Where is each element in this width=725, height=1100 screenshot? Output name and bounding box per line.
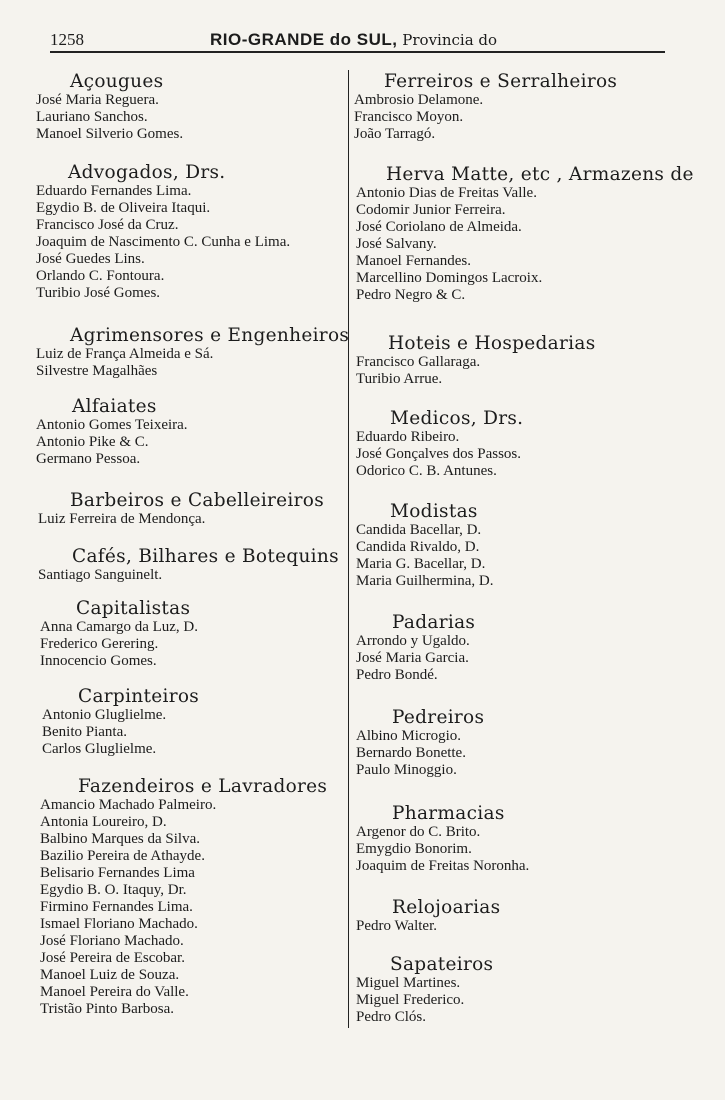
directory-entry: Francisco Moyon.	[354, 109, 464, 125]
directory-entry: Benito Pianta.	[42, 724, 127, 740]
directory-entry: Egydio B. O. Itaquy, Dr.	[40, 882, 187, 898]
directory-entry: Manoel Pereira do Valle.	[40, 984, 189, 1000]
directory-entry: Maria G. Bacellar, D.	[356, 556, 486, 572]
section-heading: Barbeiros e Cabelleireiros	[70, 490, 325, 511]
directory-entry: Pedro Walter.	[356, 918, 437, 934]
directory-entry: Orlando C. Fontoura.	[36, 268, 165, 284]
directory-entry: Ambrosio Delamone.	[354, 92, 484, 108]
directory-entry: Pedro Negro & C.	[356, 287, 466, 303]
directory-entry: José Pereira de Escobar.	[40, 950, 185, 966]
directory-entry: José Guedes Lins.	[36, 251, 145, 267]
province-title: RIO-GRANDE do SUL,	[210, 30, 398, 49]
directory-entry: Marcellino Domingos Lacroix.	[356, 270, 543, 286]
directory-section	[356, 502, 493, 590]
directory-entry: Balbino Marques da Silva.	[40, 831, 200, 847]
directory-entry: Argenor do C. Brito.	[356, 824, 481, 840]
directory-entry: José Coriolano de Almeida.	[356, 219, 522, 235]
directory-entry: Antonio Gomes Teixeira.	[36, 417, 188, 433]
directory-entry: Antonia Loureiro, D.	[40, 814, 167, 830]
province-subtitle: Provincia do	[402, 31, 498, 49]
directory-entry: Joaquim de Freitas Noronha.	[356, 858, 530, 874]
entry-list	[356, 918, 500, 935]
directory-entry: Luiz de França Almeida e Sá.	[36, 346, 214, 362]
directory-entry: Manoel Fernandes.	[356, 253, 471, 269]
directory-entry: Luiz Ferreira de Mendonça.	[38, 511, 206, 527]
directory-entry: Candida Rivaldo, D.	[356, 539, 480, 555]
directory-entry: Amancio Machado Palmeiro.	[40, 797, 217, 813]
section-heading: Açougues	[70, 71, 164, 92]
directory-entry: Silvestre Magalhães	[36, 363, 158, 379]
section-heading: Hoteis e Hospedarias	[388, 333, 596, 354]
directory-entry: Paulo Minoggio.	[356, 762, 457, 778]
directory-entry: Odorico C. B. Antunes.	[356, 463, 497, 479]
directory-section	[356, 613, 475, 684]
directory-entry: Frederico Gerering.	[40, 636, 159, 652]
directory-entry: Antonio Gluglielme.	[42, 707, 167, 723]
directory-entry: Anna Camargo da Luz, D.	[40, 619, 199, 635]
directory-entry: Francisco Gallaraga.	[356, 354, 481, 370]
directory-entry: Carlos Gluglielme.	[42, 741, 157, 757]
directory-entry: Santiago Sanguinelt.	[38, 567, 163, 583]
directory-entry: José Maria Reguera.	[36, 92, 159, 108]
directory-entry: Manoel Silverio Gomes.	[36, 126, 184, 142]
section-heading: Sapateiros	[390, 954, 494, 975]
directory-section	[356, 165, 694, 304]
directory-entry: José Maria Garcia.	[356, 650, 469, 666]
directory-entry: Codomir Junior Ferreira.	[356, 202, 506, 218]
entry-list	[356, 185, 694, 304]
directory-entry: Ismael Floriano Machado.	[40, 916, 198, 932]
directory-entry: Manoel Luiz de Souza.	[40, 967, 180, 983]
directory-entry: Maria Guilhermina, D.	[356, 573, 494, 589]
directory-entry: Tristão Pinto Barbosa.	[40, 1001, 175, 1017]
directory-section	[356, 708, 484, 779]
directory-entry: Albino Microgio.	[356, 728, 461, 744]
directory-entry: Turibio Arrue.	[356, 371, 443, 387]
section-heading: Pedreiros	[392, 707, 485, 728]
directory-entry: Antonio Pike & C.	[36, 434, 149, 450]
entry-list	[356, 633, 475, 684]
section-heading: Herva Matte, etc , Armazens de	[386, 164, 694, 185]
directory-entry: Firmino Fernandes Lima.	[40, 899, 193, 915]
section-heading: Ferreiros e Serralheiros	[384, 71, 618, 92]
directory-section	[354, 72, 617, 143]
section-heading: Capitalistas	[76, 598, 191, 619]
directory-entry: Candida Bacellar, D.	[356, 522, 482, 538]
entry-list	[356, 728, 484, 779]
directory-entry: Miguel Frederico.	[356, 992, 465, 1008]
directory-entry: Lauriano Sanchos.	[36, 109, 148, 125]
directory-entry: Pedro Bondé.	[356, 667, 438, 683]
directory-entry: José Salvany.	[356, 236, 437, 252]
page-number: 1258	[50, 30, 84, 49]
directory-entry: Francisco José da Cruz.	[36, 217, 179, 233]
directory-entry: Eduardo Fernandes Lima.	[36, 183, 192, 199]
directory-entry: Pedro Clós.	[356, 1009, 427, 1025]
section-heading: Carpinteiros	[78, 686, 200, 707]
directory-entry: Bernardo Bonette.	[356, 745, 466, 761]
directory-entry: Belisario Fernandes Lima	[40, 865, 195, 881]
directory-entry: Joaquim de Nascimento C. Cunha e Lima.	[36, 234, 291, 250]
entry-list	[356, 975, 493, 1026]
directory-entry: João Tarragó.	[354, 126, 436, 142]
directory-entry: Miguel Martines.	[356, 975, 461, 991]
directory-entry: Antonio Dias de Freitas Valle.	[356, 185, 537, 201]
directory-entry: Arrondo y Ugaldo.	[356, 633, 470, 649]
directory-section	[356, 804, 529, 875]
directory-entry: José Gonçalves dos Passos.	[356, 446, 521, 462]
directory-entry: Bazilio Pereira de Athayde.	[40, 848, 205, 864]
directory-entry: Turibio José Gomes.	[36, 285, 161, 301]
section-heading: Advogados, Drs.	[68, 162, 226, 183]
directory-section	[356, 334, 596, 388]
directory-entry: Emygdio Bonorim.	[356, 841, 472, 857]
section-heading: Modistas	[390, 501, 478, 522]
entry-list	[356, 429, 523, 480]
directory-entry: Germano Pessoa.	[36, 451, 141, 467]
directory-section	[356, 898, 500, 935]
section-heading: Fazendeiros e Lavradores	[78, 776, 328, 797]
section-heading: Alfaiates	[72, 396, 157, 417]
entry-list	[356, 522, 493, 590]
section-heading: Padarias	[392, 612, 476, 633]
entry-list	[356, 354, 596, 388]
section-heading: Pharmacias	[392, 803, 505, 824]
section-heading: Medicos, Drs.	[390, 408, 524, 429]
section-heading: Relojoarias	[392, 897, 501, 918]
directory-section	[356, 955, 493, 1026]
directory-entry: Egydio B. de Oliveira Itaqui.	[36, 200, 211, 216]
entry-list	[354, 92, 617, 143]
directory-section	[356, 409, 523, 480]
directory-entry: Eduardo Ribeiro.	[356, 429, 460, 445]
section-heading: Agrimensores e Engenheiros	[70, 325, 350, 346]
directory-entry: Innocencio Gomes.	[40, 653, 157, 669]
section-heading: Cafés, Bilhares e Botequins	[72, 546, 339, 567]
directory-entry: José Floriano Machado.	[40, 933, 184, 949]
entry-list	[356, 824, 529, 875]
